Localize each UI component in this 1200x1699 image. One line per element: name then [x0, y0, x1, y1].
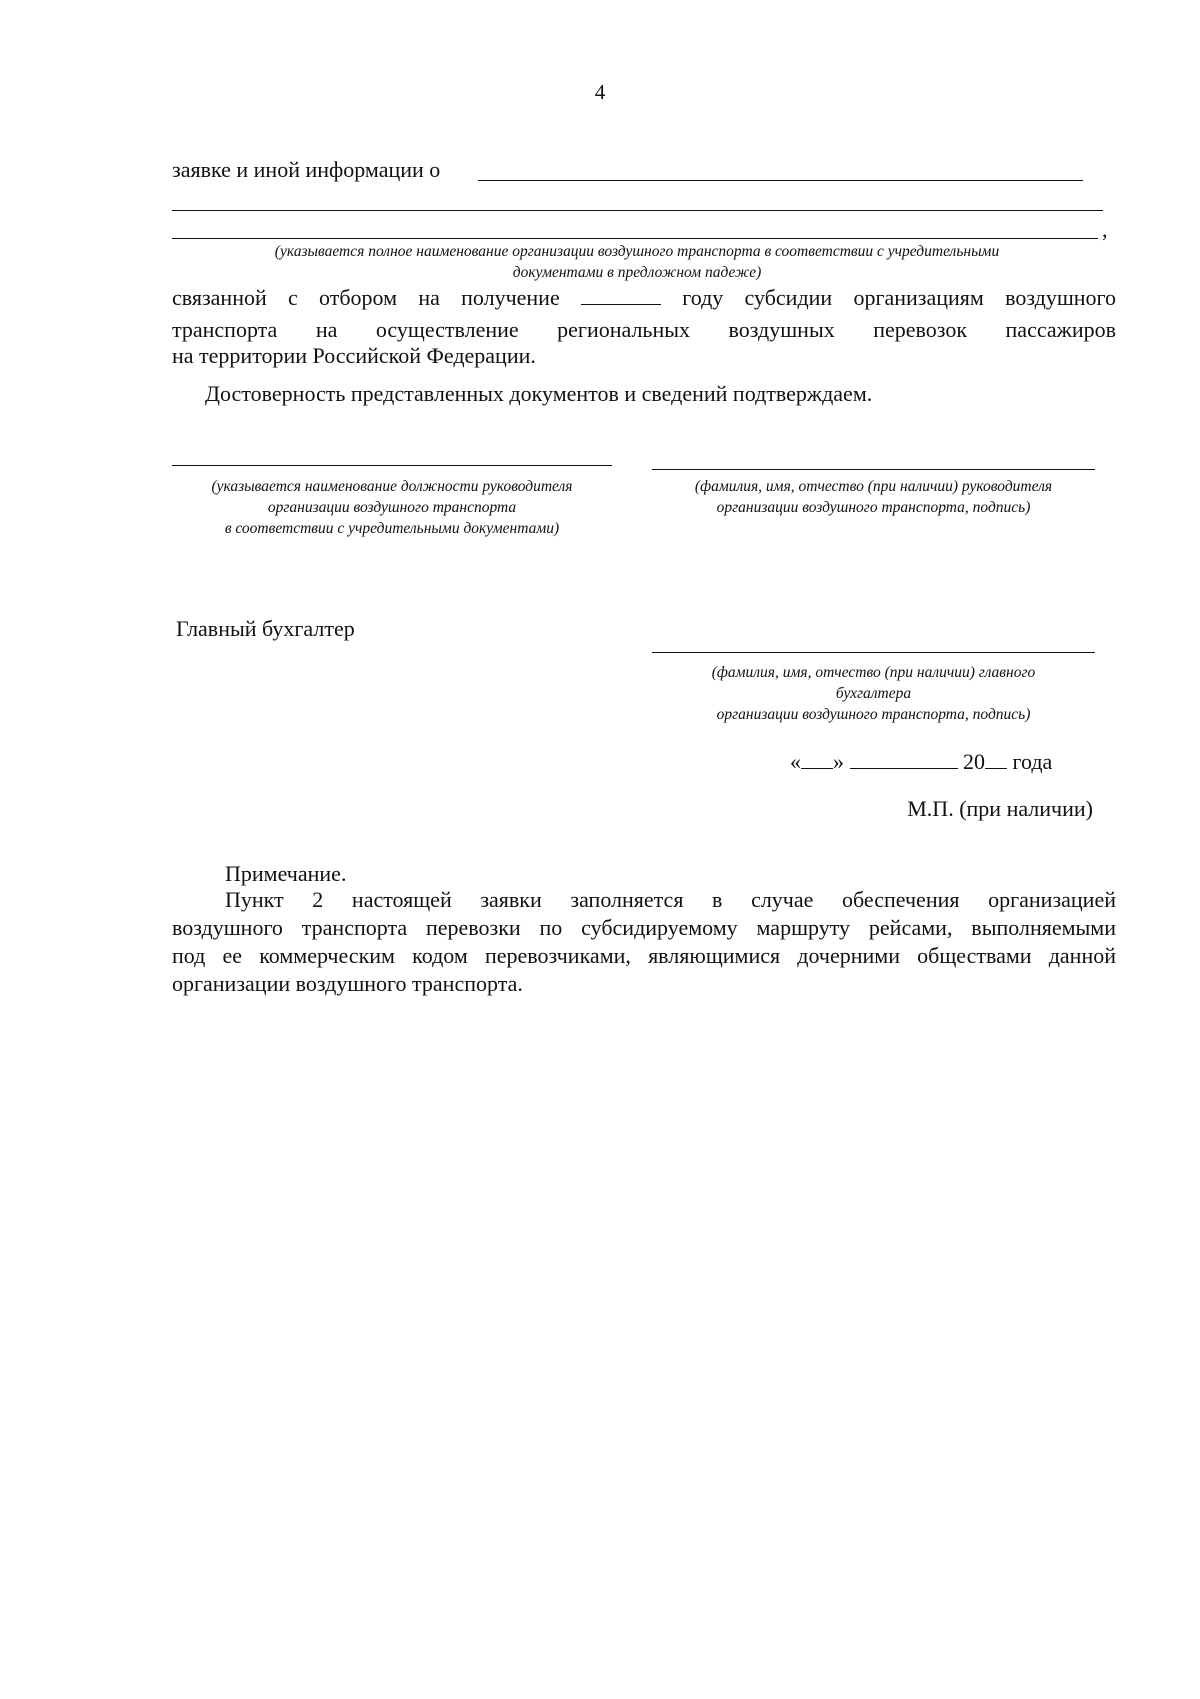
selection-paragraph-line — [172, 282, 1116, 314]
org-name-hint-line: (указывается полное наименование организации воздушного транспорта в соответствии с учредительными — [274, 243, 1000, 260]
date-close-quote: » — [833, 749, 844, 774]
date-year-prefix: 20 — [963, 749, 985, 774]
org-name-hint-line: документами в предложном падеже) — [512, 264, 762, 281]
selection-paragraph-line: на территории Российской Федерации. — [172, 343, 536, 368]
head-name-line[interactable] — [652, 469, 1095, 470]
org-name-line-2[interactable] — [172, 210, 1103, 211]
hint-line: бухгалтера — [835, 685, 912, 702]
hint-line: в соответствии с учредительными документами) — [224, 520, 560, 537]
hint-line: (указывается наименование должности руководителя — [211, 478, 573, 495]
org-name-line-1[interactable] — [478, 180, 1083, 181]
confirmation-text: Достоверность представленных документов и сведений подтверждаем. — [205, 381, 873, 406]
note-line: организации воздушного транспорта. — [172, 971, 523, 996]
date-day-blank[interactable] — [801, 750, 833, 769]
hint-line: организации воздушного транспорта — [267, 499, 517, 516]
head-position-line[interactable] — [172, 465, 612, 466]
intro-text: заявке и иной информации о — [172, 157, 441, 182]
date-year-blank[interactable] — [985, 750, 1007, 769]
stamp-placeholder: М.П. (при наличии) — [907, 796, 1093, 821]
note-line: под ее коммерческим кодом перевозчиками, являющимися дочерними обществами данной — [172, 943, 1116, 968]
selection-text-part: году субсидии организациям воздушного — [682, 285, 1117, 310]
chief-accountant-label: Главный бухгалтер — [176, 616, 355, 641]
note-line: воздушного транспорта перевозки по субсидируемому маршруту рейсами, выполняемыми — [172, 915, 1116, 940]
org-name-hint — [172, 241, 1102, 283]
head-name-hint — [652, 476, 1095, 518]
org-name-line-3[interactable] — [172, 238, 1098, 239]
year-blank[interactable] — [581, 286, 661, 305]
date-open-quote: « — [790, 749, 801, 774]
note-heading: Примечание. — [225, 861, 347, 886]
note-line: Пункт 2 настоящей заявки заполняется в случае обеспечения организацией — [225, 887, 1116, 912]
date-year-suffix: года — [1012, 749, 1053, 774]
page-number: 4 — [594, 80, 606, 104]
selection-text-part: связанной с отбором на получение — [172, 285, 560, 310]
hint-line: (фамилия, имя, отчество (при наличии) руководителя — [694, 478, 1053, 495]
accountant-name-hint — [652, 662, 1095, 725]
date-month-blank[interactable] — [850, 750, 958, 769]
signature-date — [790, 746, 1052, 778]
org-name-comma: , — [1102, 217, 1108, 242]
hint-line: организации воздушного транспорта, подпись) — [716, 499, 1031, 516]
hint-line: (фамилия, имя, отчество (при наличии) главного — [711, 664, 1036, 681]
head-position-hint — [172, 476, 612, 539]
selection-paragraph-line: транспорта на осуществление региональных воздушных перевозок пассажиров — [172, 317, 1116, 342]
accountant-name-line[interactable] — [652, 652, 1095, 653]
hint-line: организации воздушного транспорта, подпись) — [716, 706, 1031, 723]
